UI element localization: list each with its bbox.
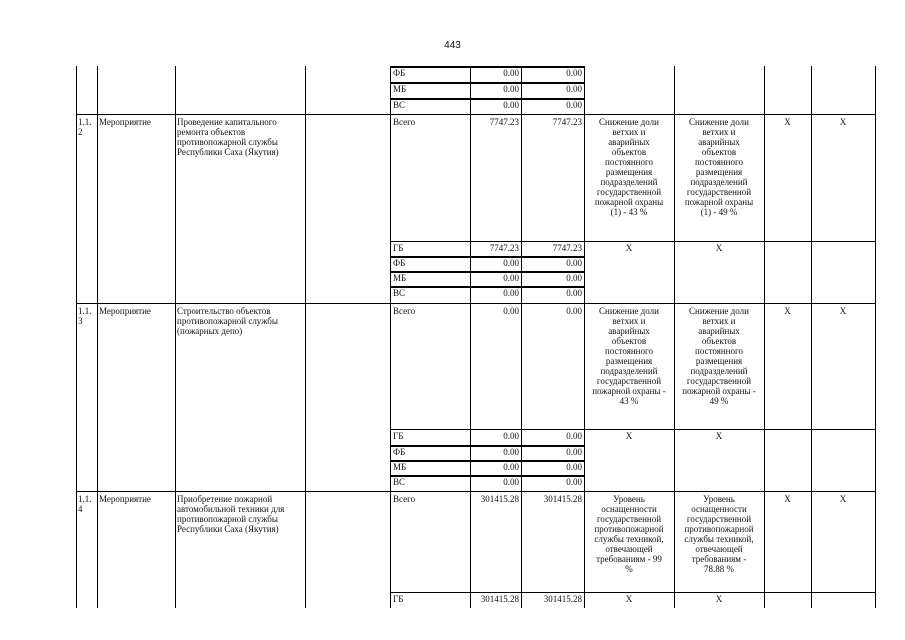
mark-x: X — [784, 494, 791, 504]
total-value: 301415.28 — [543, 494, 582, 504]
indicator-base: Уровень оснащенности государственной противопожарной службы техникой, отвечающей требованиям - 99 % — [594, 494, 664, 574]
indicator-target: Уровень оснащенности государственной противопожарной службы техникой, отвечающей требованиям - 78.88 % — [684, 494, 754, 574]
total-label: Всего — [393, 306, 416, 316]
item-kind: Мероприятие — [99, 117, 151, 127]
source-label: ГБ — [393, 594, 404, 604]
grid-vline — [175, 66, 176, 608]
grid-hline — [390, 429, 875, 430]
grid-vline — [875, 66, 876, 608]
value-cell: 0.00 — [566, 258, 582, 268]
program-table — [76, 66, 876, 608]
value-cell: 0.00 — [503, 288, 519, 298]
value-cell: 0.00 — [566, 431, 582, 441]
value-cell: 0.00 — [503, 477, 519, 487]
indicator-base: Снижение доли ветхих и аварийных объектов постоянного размещения подразделений государственной пожарной охраны - 43 % — [592, 306, 666, 406]
source-label: МБ — [393, 462, 407, 472]
value-cell: 0.00 — [503, 273, 519, 283]
value-cell: 301415.28 — [543, 594, 582, 604]
value-cell: 0.00 — [503, 431, 519, 441]
value-cell: 7747.23 — [552, 243, 582, 253]
source-label: ФБ — [393, 258, 406, 268]
grid-hline — [76, 491, 876, 492]
total-value: 301415.28 — [480, 494, 519, 504]
item-title: Строительство объектов противопожарной службы (пожарных депо) — [177, 306, 278, 336]
grid-hline — [390, 592, 875, 593]
grid-vline — [764, 66, 765, 608]
value-cell: 0.00 — [503, 462, 519, 472]
item-title: Приобретение пожарной автомобильной техники для противопожарной службы Республики Саха (Якутия) — [177, 494, 285, 534]
value-cell: 0.00 — [503, 68, 519, 78]
mark-x: X — [625, 243, 633, 253]
mark-x: X — [784, 117, 791, 127]
grid-hline — [390, 241, 875, 242]
total-value: 7747.23 — [552, 117, 582, 127]
grid-vline — [521, 66, 522, 608]
mark-x: X — [715, 431, 723, 441]
total-label: Всего — [393, 117, 416, 127]
source-label: ГБ — [393, 431, 404, 441]
value-cell: 7747.23 — [489, 243, 519, 253]
value-cell: 0.00 — [566, 447, 582, 457]
mark-x: X — [625, 431, 633, 441]
total-value: 7747.23 — [489, 117, 519, 127]
mark-x: X — [715, 243, 723, 253]
grid-vline — [76, 66, 77, 608]
value-cell: 0.00 — [566, 68, 582, 78]
mark-x: X — [839, 117, 847, 127]
value-cell: 0.00 — [503, 84, 519, 94]
total-value: 0.00 — [566, 306, 582, 316]
value-cell: 0.00 — [503, 447, 519, 457]
mark-x: X — [715, 594, 723, 604]
indicator-target: Снижение доли ветхих и аварийных объектов постоянного размещения подразделений государственной пожарной охраны - 49 % — [682, 306, 756, 406]
grid-vline — [390, 66, 391, 608]
grid-hline — [76, 114, 876, 115]
grid-vline — [97, 66, 98, 608]
mark-x: X — [839, 306, 847, 316]
item-number: 1.1. 2 — [78, 117, 92, 137]
value-cell: 0.00 — [566, 84, 582, 94]
item-kind: Мероприятие — [99, 306, 151, 316]
total-label: Всего — [393, 494, 416, 504]
value-cell: 0.00 — [503, 258, 519, 268]
grid-vline — [811, 66, 812, 608]
value-cell: 0.00 — [503, 100, 519, 110]
total-value: 0.00 — [503, 306, 519, 316]
grid-vline — [470, 66, 471, 608]
value-cell: 301415.28 — [480, 594, 519, 604]
grid-hline — [76, 303, 876, 304]
source-label: ВС — [393, 100, 406, 110]
source-label: МБ — [393, 84, 407, 94]
source-label: МБ — [393, 273, 407, 283]
indicator-target: Снижение доли ветхих и аварийных объектов постоянного размещения подразделений государственной пожарной охраны (1) - 49 % — [684, 117, 754, 217]
value-cell: 0.00 — [566, 288, 582, 298]
item-title: Проведение капитального ремонта объектов противопожарной службы Республики Саха (Якутия) — [177, 117, 279, 157]
value-cell: 0.00 — [566, 477, 582, 487]
item-number: 1.1. 3 — [78, 306, 92, 326]
page-number: 443 — [444, 40, 461, 51]
source-label: ФБ — [393, 447, 406, 457]
source-label: ВС — [393, 477, 406, 487]
value-cell: 0.00 — [566, 462, 582, 472]
source-label: ФБ — [393, 68, 406, 78]
source-label: ГБ — [393, 243, 404, 253]
mark-x: X — [784, 306, 791, 316]
value-cell: 0.00 — [566, 273, 582, 283]
mark-x: X — [839, 494, 847, 504]
mark-x: X — [625, 594, 633, 604]
value-cell: 0.00 — [566, 100, 582, 110]
source-label: ВС — [393, 288, 406, 298]
item-number: 1.1. 4 — [78, 494, 92, 514]
indicator-base: Снижение доли ветхих и аварийных объектов постоянного размещения подразделений государственной пожарной охраны (1) - 43 % — [594, 117, 664, 217]
item-kind: Мероприятие — [99, 494, 151, 504]
grid-vline — [305, 66, 306, 608]
